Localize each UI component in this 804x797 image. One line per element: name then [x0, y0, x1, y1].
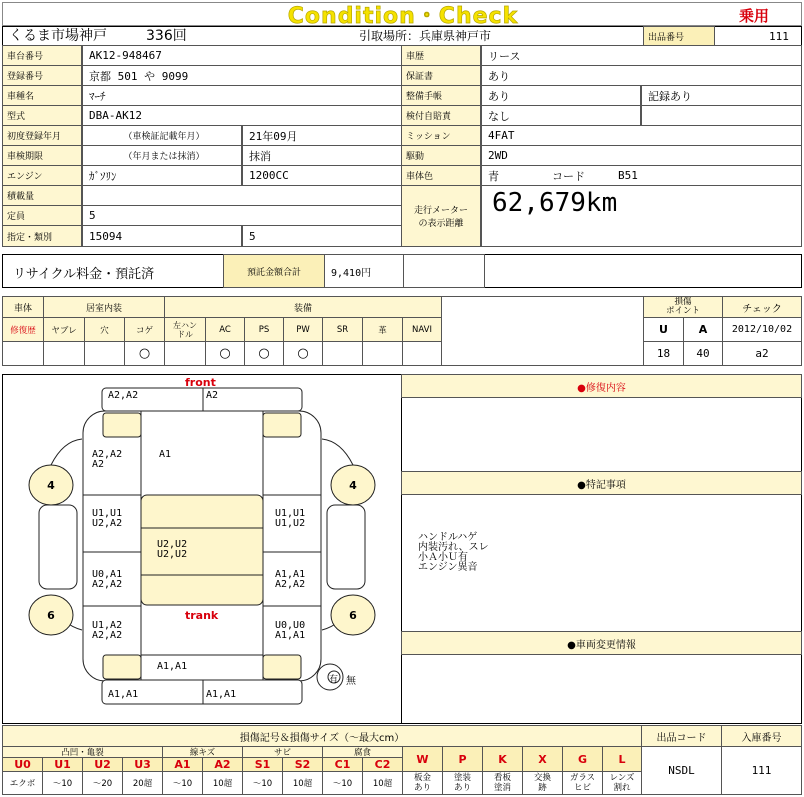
trunk-lid: A1,A1: [157, 661, 188, 672]
equip-head-ac: AC: [205, 317, 245, 342]
spec-right: [401, 45, 802, 247]
equip-head-pw: PW: [283, 317, 323, 342]
code-p: P: [442, 746, 483, 772]
equip-head-lhd: [164, 317, 206, 342]
desc-w-1: 板金: [413, 773, 431, 783]
warranty: あり: [481, 65, 802, 86]
meter-label: [401, 185, 481, 247]
listing-no: 111: [769, 30, 789, 43]
color-label: 車体色: [401, 165, 481, 186]
equip-val-tear: [43, 341, 85, 366]
drive: 2WD: [481, 145, 802, 166]
meter-label-2: の表示距離: [418, 219, 464, 229]
session: 336回: [146, 28, 187, 44]
size-a1: ～10: [162, 771, 203, 795]
model-name: ﾏｰﾁ: [82, 85, 402, 106]
lhd-1: 左ハン: [173, 320, 197, 330]
mission-label: ミッション: [401, 125, 481, 146]
hood-right: A2: [206, 390, 219, 401]
reg-label: 登録番号: [2, 65, 82, 86]
change-title: ●車両変更情報: [401, 631, 802, 655]
special-note-2: 内装汚れ、スレ: [418, 542, 489, 553]
desc-k: [482, 771, 523, 795]
chassis-no: AK12-948467: [82, 45, 402, 66]
seal-mark-b: 無: [346, 676, 356, 687]
eval-label-2: ポイント: [665, 306, 700, 316]
u-label: U: [643, 317, 684, 342]
meter-label-1: 走行メーター: [413, 206, 468, 216]
code-c1: C1: [322, 757, 363, 772]
repair-title: ●修復内容: [401, 374, 802, 398]
code-s2: S2: [282, 757, 323, 772]
code-label: 出品コード: [641, 725, 722, 747]
equip-val-ac: ○: [205, 341, 245, 366]
header-row: [2, 26, 802, 46]
history-label: 車歴: [401, 45, 481, 66]
check-date: 2012/10/02: [722, 317, 802, 342]
u-points: 18: [643, 341, 684, 366]
code-u3: U3: [122, 757, 163, 772]
desc-g: [562, 771, 603, 795]
color-code: B51: [618, 169, 638, 182]
bumper-rear-right: A1,A1: [206, 689, 237, 700]
hood-left: A2,A2: [108, 390, 139, 401]
lhd-2: ドル: [177, 329, 193, 339]
model-label: 車種名: [2, 85, 82, 106]
code-a2: A2: [202, 757, 243, 772]
quarter-l-2: A2,A2: [92, 630, 123, 641]
a-points: 40: [683, 341, 723, 366]
recycle-extra: [403, 254, 485, 288]
door-fl-2: U2,A2: [92, 518, 123, 529]
drive-label: 駆動: [401, 145, 481, 166]
displacement: 1200CC: [242, 165, 402, 186]
inspection-note: （年月または抹消）: [82, 145, 242, 166]
code-c2: C2: [362, 757, 403, 772]
first-reg-label: 初度登録年月: [2, 125, 82, 146]
fender-fl-2: A2: [92, 459, 105, 470]
interior-label: 居室内装: [43, 296, 165, 318]
recycle-label: リサイクル料金・預託済: [13, 267, 155, 282]
first-reg: 21年09月: [242, 125, 402, 146]
equip-val-hole: [84, 341, 125, 366]
legend-title: 損傷記号＆損傷サイズ（～最大cm）: [2, 725, 642, 747]
recycle-total: 9,410円: [324, 254, 404, 288]
entry-label: 入庫番号: [721, 725, 802, 747]
code-k: K: [482, 746, 523, 772]
quarter-r-2: A1,A1: [275, 630, 306, 641]
code-x: X: [522, 746, 563, 772]
quarter-l-1: U1,A2: [92, 620, 123, 631]
spec-no: 15094: [82, 225, 242, 247]
color-row: [481, 165, 802, 186]
bumper-rear-left: A1,A1: [108, 689, 139, 700]
roof-2: U2,U2: [157, 549, 188, 560]
desc-x: [522, 771, 563, 795]
equip-head-leather: 革: [362, 317, 403, 342]
desc-g-2: ヒビ: [573, 783, 591, 793]
code-u0: U0: [2, 757, 43, 772]
model-type: DBA-AK12: [82, 105, 402, 126]
code-u2: U2: [82, 757, 123, 772]
banner: [2, 2, 802, 29]
code-u1: U1: [42, 757, 83, 772]
legend: [2, 725, 802, 795]
recycle-row: [2, 254, 802, 288]
chassis-label: 車台番号: [2, 45, 82, 66]
tire-rear-right: 6: [349, 608, 357, 622]
venue: くるま市場神戸: [9, 28, 107, 44]
desc-l-2: 割れ: [613, 783, 631, 793]
code-s1: S1: [242, 757, 283, 772]
body-label: 車体: [2, 296, 44, 318]
special-notes: [418, 533, 489, 573]
special-title: ●特記事項: [401, 471, 802, 495]
equip-val-sr: [322, 341, 363, 366]
size-s2: 10超: [282, 771, 323, 795]
size-u1: ～10: [42, 771, 83, 795]
equip-val-ps: ○: [244, 341, 284, 366]
usage-label: 乗用: [739, 7, 770, 25]
size-u0: エクボ: [2, 771, 43, 795]
desc-p: [442, 771, 483, 795]
check-label: チェック: [722, 296, 802, 318]
recycle-total-label: 預託金額合計: [223, 254, 325, 288]
car-diagram: [2, 374, 402, 724]
equip-head-hole: 穴: [84, 317, 125, 342]
tire-front-right: 4: [349, 478, 357, 492]
pickup-location: 引取場所：兵庫県神戸市: [359, 29, 492, 43]
equip-head-tear: ヤブレ: [43, 317, 85, 342]
fuel: ｶﾞｿﾘﾝ: [82, 165, 242, 186]
equip-val-pw: ○: [283, 341, 323, 366]
equip-val-navi: [402, 341, 442, 366]
door-fr-1: U1,U1: [275, 508, 306, 519]
code-label: コード: [552, 169, 585, 183]
legend-group-rust: サビ: [242, 746, 323, 758]
a-label: A: [683, 317, 723, 342]
listing-code: NSDL: [641, 746, 722, 795]
equip-head-ps: PS: [244, 317, 284, 342]
history: リース: [481, 45, 802, 66]
equip-val-lhd: [164, 341, 206, 366]
warranty-label: 保証書: [401, 65, 481, 86]
roof-1: U2,U2: [157, 539, 188, 550]
equip-val-leather: [362, 341, 403, 366]
equip-val-burn: ○: [124, 341, 165, 366]
class-no: 5: [242, 225, 402, 247]
size-c1: ～10: [322, 771, 363, 795]
size-c2: 10超: [362, 771, 403, 795]
car-outline: [3, 375, 401, 723]
mission: 4FAT: [481, 125, 802, 146]
special-note-4: エンジン異音: [418, 562, 478, 573]
engine-label: エンジン: [2, 165, 82, 186]
insurance-extra: [641, 105, 802, 126]
size-s1: ～10: [242, 771, 283, 795]
code-w: W: [402, 746, 443, 772]
code-g: G: [562, 746, 603, 772]
equipment-label: 装備: [164, 296, 442, 318]
desc-k-2: 塗消: [493, 783, 511, 793]
eval-label: [643, 296, 723, 318]
door-rr-1: A1,A1: [275, 569, 306, 580]
equipment-table: [2, 296, 802, 366]
insurance-label: 検付自賠責: [401, 105, 481, 126]
door-fr-2: U1,U2: [275, 518, 306, 529]
seal-mark-a: 有: [329, 675, 339, 685]
trank-label: trank: [185, 609, 219, 622]
capacity: 5: [82, 205, 402, 226]
equip-head-repair: 修復歴: [2, 317, 44, 342]
meter-box: [481, 185, 802, 247]
insurance: なし: [481, 105, 641, 126]
entry-no: 111: [721, 746, 802, 795]
desc-p-1: 塗装: [453, 773, 471, 783]
size-u2: ～20: [82, 771, 123, 795]
front-label: front: [185, 376, 216, 389]
legend-group-corrosion: 腐食: [322, 746, 403, 758]
service-record: 記録あり: [641, 85, 802, 106]
equip-head-burn: コゲ: [124, 317, 165, 342]
desc-l: [602, 771, 642, 795]
legend-group-scratch: 線キズ: [162, 746, 243, 758]
notes-panel: [401, 374, 802, 724]
color: 青: [488, 169, 499, 183]
tire-rear-left: 6: [47, 608, 55, 622]
spec-class-label: 指定・類別: [2, 225, 82, 247]
spec-left: [2, 45, 402, 247]
tire-front-left: 4: [47, 478, 55, 492]
desc-p-2: あり: [453, 783, 471, 793]
manual-label: 整備手帳: [401, 85, 481, 106]
inspection: 抹消: [242, 145, 402, 166]
banner-title: Condition・Check: [287, 3, 519, 29]
door-rl-2: A2,A2: [92, 579, 123, 590]
size-u3: 20超: [122, 771, 163, 795]
listing-no-label: 出品番号: [643, 26, 715, 46]
first-reg-note: （車検証記載年月）: [82, 125, 242, 146]
code-a1: A1: [162, 757, 203, 772]
fender-fl-1: A2,A2: [92, 449, 123, 460]
equip-head-sr: SR: [322, 317, 363, 342]
grade: a2: [722, 341, 802, 366]
desc-x-1: 交換: [533, 773, 551, 783]
equipment-spacer: [441, 296, 644, 366]
odometer: 62,679km: [492, 188, 618, 218]
equip-head-navi: NAVI: [402, 317, 442, 342]
eval-label-1: 損傷: [674, 297, 692, 307]
load-value: [82, 185, 402, 206]
door-fl-1: U1,U1: [92, 508, 123, 519]
equip-val-repair: [2, 341, 44, 366]
desc-w: [402, 771, 443, 795]
type-label: 型式: [2, 105, 82, 126]
desc-k-1: 看板: [493, 773, 511, 783]
door-rl-1: U0,A1: [92, 569, 123, 580]
desc-g-1: ガラス: [569, 773, 596, 783]
capacity-label: 定員: [2, 205, 82, 226]
code-l: L: [602, 746, 642, 772]
desc-x-2: 跡: [538, 783, 547, 793]
manual: あり: [481, 85, 641, 106]
quarter-r-1: U0,U0: [275, 620, 306, 631]
desc-w-2: あり: [413, 783, 431, 793]
load-label: 積載量: [2, 185, 82, 206]
size-a2: 10超: [202, 771, 243, 795]
reg-no: 京都 501 や 9099: [82, 65, 402, 86]
roof-front: A1: [159, 449, 172, 460]
inspection-label: 車検期限: [2, 145, 82, 166]
desc-l-1: レンズ: [609, 773, 635, 783]
special-note-1: ハンドルハゲ: [418, 532, 478, 543]
legend-group-dent: 凸凹・亀裂: [2, 746, 163, 758]
special-note-3: 小Ａ小Ｕ有: [418, 552, 468, 563]
door-rr-2: A2,A2: [275, 579, 306, 590]
